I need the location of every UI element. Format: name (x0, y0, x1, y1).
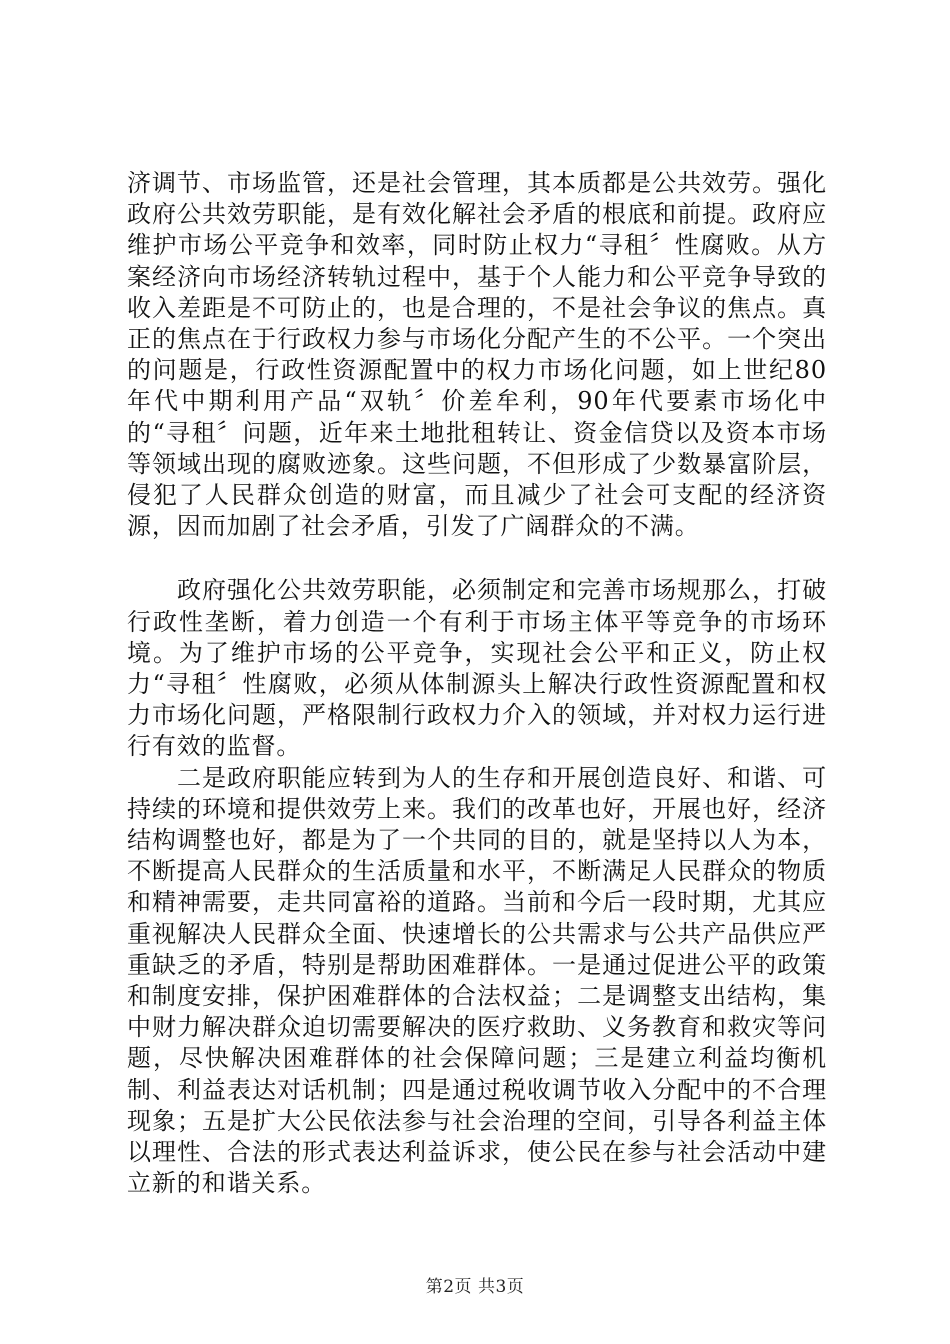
paragraph-second-point: 二是政府职能应转到为人的生存和开展创造良好、和谐、可持续的环境和提供效劳上来。我们的改革也好，开展也好，经济结构调整也好，都是为了一个共同的目的，就是坚持以人为本，不断提高人民群众的生活质量和水平，不断满足人民群众的物质和精神需要，走共同富裕的道路。当前和今后一段时期，尤其应重视解决人民群众全面、快速增长的公共需求与公共产品供应严重缺乏的矛盾，特别是帮助困难群体。一是通过促进公平的政策和制度安排，保护困难群体的合法权益；二是调整支出结构，集中财力解决群众迫切需要解决的医疗救助、义务教育和救灾等问题，尽快解决困难群体的社会保障问题；三是建立利益均衡机制、利益表达对话机制；四是通过税收调节收入分配中的不合理现象；五是扩大公民依法参与社会治理的空间，引导各利益主体以理性、合法的形式表达利益诉求，使公民在参与社会活动中建立新的和谐关系。 (127, 763, 827, 1198)
paragraph-continued: 济调节、市场监管，还是社会管理，其本质都是公共效劳。强化政府公共效劳职能，是有效化解社会矛盾的根底和前提。政府应维护市场公平竞争和效率，同时防止权力“寻租〞性腐败。从方案经济向市场经济转轨过程中，基于个人能力和公平竞争导致的收入差距是不可防止的，也是合理的，不是社会争议的焦点。真正的焦点在于行政权力参与市场化分配产生的不公平。一个突出的问题是，行政性资源配置中的权力市场化问题，如上世纪80年代中期利用产品“双轨〞价差牟利，90年代要素市场化中的“寻租〞问题，近年来土地批租转让、资金信贷以及资本市场等领域出现的腐败迹象。这些问题，不但形成了少数暴富阶层，侵犯了人民群众创造的财富，而且减少了社会可支配的经济资源，因而加剧了社会矛盾，引发了广阔群众的不满。 (127, 169, 827, 541)
document-body (127, 168, 827, 1200)
page-number-footer: 第2页 共3页 (425, 1277, 525, 1297)
paragraph-market-rules: 政府强化公共效劳职能，必须制定和完善市场规那么，打破行政性垄断，着力创造一个有利于市场主体平等竞争的市场环境。为了维护市场的公平竞争，实现社会公平和正义，防止权力“寻租〞性腐败，必须从体制源头上解决行政性资源配置和权力市场化问题，严格限制行政权力介入的领域，并对权力运行进行有效的监督。 (127, 576, 827, 761)
paragraph-spacer (127, 542, 827, 575)
